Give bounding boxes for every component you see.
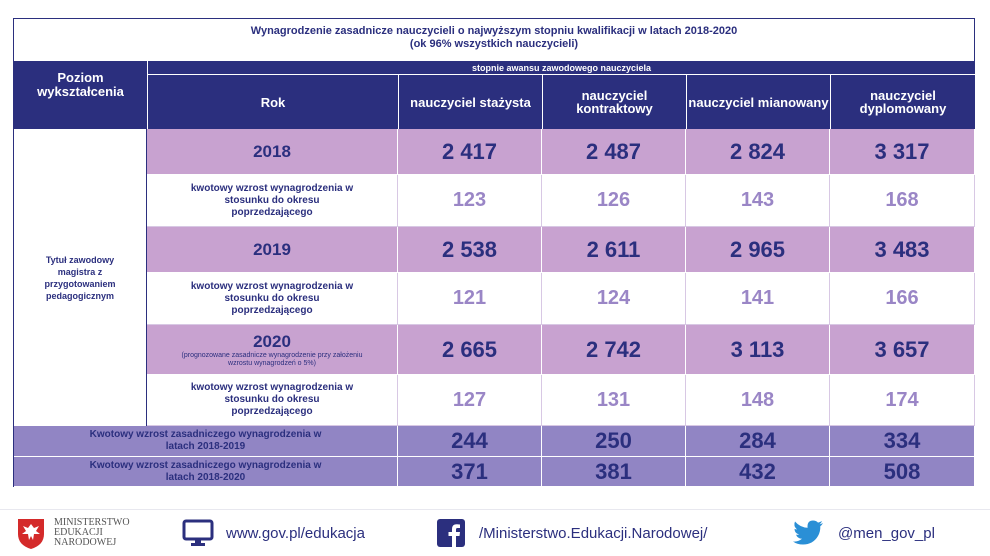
facebook-link[interactable]: [437, 516, 707, 550]
twitter-link[interactable]: [792, 516, 935, 550]
header-year: Rok: [147, 75, 398, 129]
title-line-1: Wynagrodzenie zasadnicze nauczycieli o najwyższym stopniu kwalifikacji w latach 2018-2020: [250, 25, 738, 37]
facebook-icon: [437, 519, 465, 547]
summary-2019-dyplomowany: 334: [830, 426, 975, 457]
summary-2019-stazysta: 244: [398, 426, 542, 457]
increase-2019-dyplomowany: 166: [830, 273, 975, 325]
increase-2018-stazysta: 123: [398, 175, 542, 227]
value-2019-mianowany: 2 965: [686, 227, 830, 273]
twitter-text: @men_gov_pl: [838, 524, 935, 542]
value-2019-dyplomowany: 3 483: [830, 227, 975, 273]
website-text: www.gov.pl/edukacja: [226, 524, 365, 542]
increase-2019-stazysta: 121: [398, 273, 542, 325]
increase-label-2019: kwotowy wzrost wynagrodzenia w stosunku do okresu poprzedzającego: [147, 273, 398, 325]
value-2018-mianowany: 2 824: [686, 129, 830, 175]
value-2018-stazysta: 2 417: [398, 129, 542, 175]
increase-2019-kontraktowy: 124: [542, 273, 686, 325]
header-col-kontraktowy: nauczyciel kontraktowy: [542, 75, 686, 129]
increase-2020-dyplomowany: 174: [830, 375, 975, 426]
increase-2019-mianowany: 141: [686, 273, 830, 325]
value-2019-stazysta: 2 538: [398, 227, 542, 273]
salary-table-frame: [13, 18, 975, 487]
increase-2018-mianowany: 143: [686, 175, 830, 227]
increase-2018-dyplomowany: 168: [830, 175, 975, 227]
summary-2020-stazysta: 371: [398, 457, 542, 487]
year-2018: 2018: [147, 129, 398, 175]
header-promotion-levels: stopnie awansu zawodowego nauczyciela: [147, 61, 975, 75]
year-2020-note: (prognozowane zasadnicze wynagrodzenie przy założeniu wzrostu wynagrodzeń o 5%): [181, 351, 363, 367]
footer-divider: [0, 509, 990, 510]
ministry-line-2: EDUKACJI: [54, 527, 103, 538]
header-col-stazysta: nauczyciel stażysta: [398, 75, 542, 129]
year-2020-cell: [147, 325, 398, 375]
eagle-emblem-icon: [14, 516, 48, 550]
increase-label-2018: kwotowy wzrost wynagrodzenia w stosunku do okresu poprzedzającego: [147, 175, 398, 227]
ministry-line-3: NARODOWEJ: [54, 537, 117, 548]
title-line-2: (ok 96% wszystkich nauczycieli): [409, 38, 579, 50]
year-2020: 2020: [253, 331, 291, 351]
increase-label-2020: kwotowy wzrost wynagrodzenia w stosunku do okresu poprzedzającego: [147, 375, 398, 426]
facebook-text: /Ministerstwo.Edukacji.Narodowej/: [479, 524, 708, 542]
increase-2020-kontraktowy: 131: [542, 375, 686, 426]
twitter-bird-icon: [792, 519, 824, 547]
increase-2020-mianowany: 148: [686, 375, 830, 426]
value-2019-kontraktowy: 2 611: [542, 227, 686, 273]
increase-2020-stazysta: 127: [398, 375, 542, 426]
value-2020-kontraktowy: 2 742: [542, 325, 686, 375]
value-2020-mianowany: 3 113: [686, 325, 830, 375]
summary-label-2018-2019: Kwotowy wzrost zasadniczego wynagrodzenia w latach 2018-2019: [14, 426, 398, 457]
table-title: [14, 19, 974, 61]
summary-2020-kontraktowy: 381: [542, 457, 686, 487]
header-col-mianowany: nauczyciel mianowany: [686, 75, 830, 129]
value-2020-dyplomowany: 3 657: [830, 325, 975, 375]
summary-2019-kontraktowy: 250: [542, 426, 686, 457]
monitor-icon: [182, 519, 214, 547]
website-link[interactable]: [182, 516, 365, 550]
education-label: Tytuł zawodowy magistra z przygotowaniem pedagogicznym: [14, 129, 147, 426]
summary-2019-mianowany: 284: [686, 426, 830, 457]
value-2020-stazysta: 2 665: [398, 325, 542, 375]
header-col-dyplomowany: nauczyciel dyplomowany: [830, 75, 975, 129]
ministry-line-1: MINISTERSTWO: [54, 517, 130, 528]
year-2019: 2019: [147, 227, 398, 273]
value-2018-dyplomowany: 3 317: [830, 129, 975, 175]
increase-2018-kontraktowy: 126: [542, 175, 686, 227]
summary-label-2018-2020: Kwotowy wzrost zasadniczego wynagrodzenia w latach 2018-2020: [14, 457, 398, 487]
summary-2020-mianowany: 432: [686, 457, 830, 487]
header-education-level: Poziom wykształcenia: [14, 61, 147, 129]
ministry-logo: [14, 516, 130, 550]
value-2018-kontraktowy: 2 487: [542, 129, 686, 175]
summary-2020-dyplomowany: 508: [830, 457, 975, 487]
